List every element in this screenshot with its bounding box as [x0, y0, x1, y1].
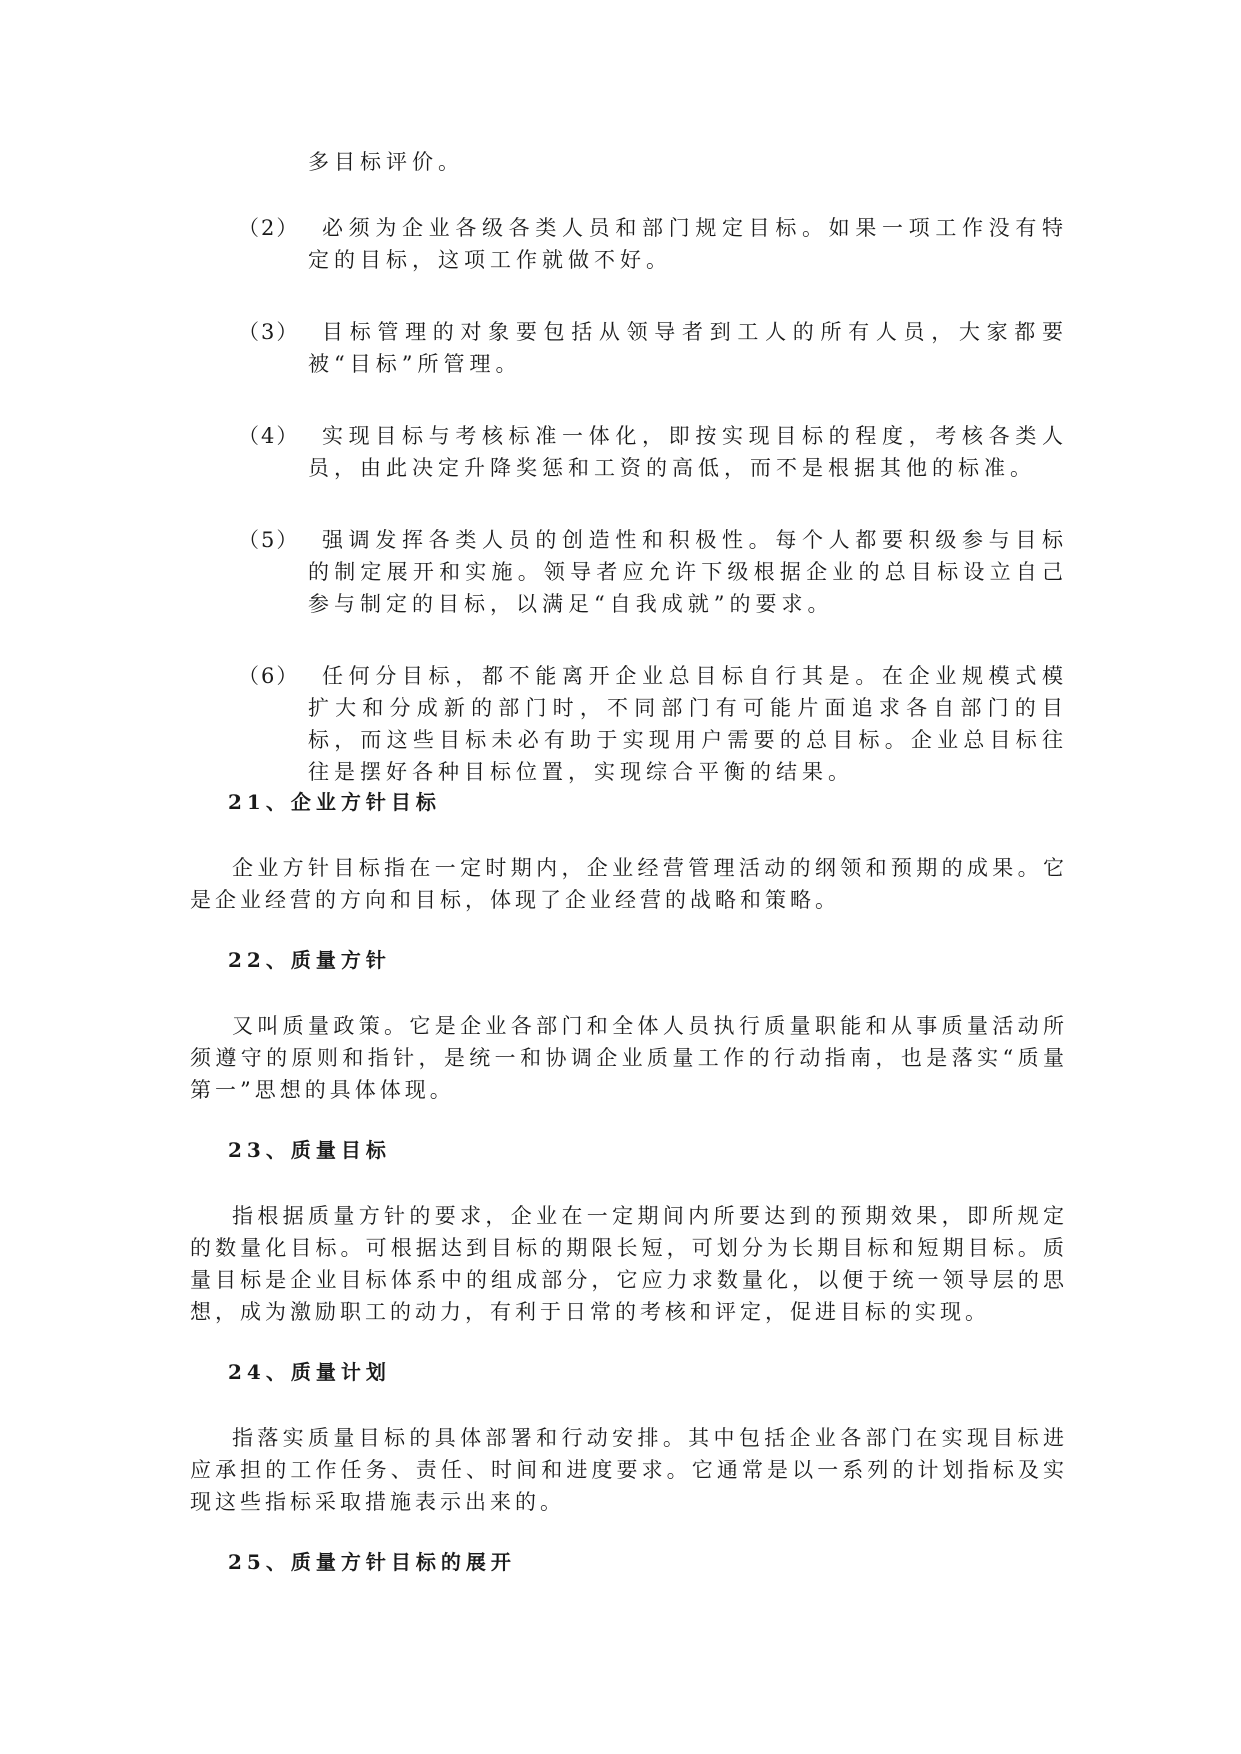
item-text: 实现目标与考核标准一体化，即按实现目标的程度，考核各类人员，由此决定升降奖惩和工资的高低，而不是根据其他的标准。 [308, 424, 1068, 480]
section-body: 指落实质量目标的具体部署和行动安排。其中包括企业各部门在实现目标进应承担的工作任务、责任、时间和进度要求。它通常是以一系列的计划指标及实现这些指标采取措施表示出来的。 [190, 1426, 1068, 1514]
section-25 [190, 1546, 1068, 1578]
item-text: 任何分目标，都不能离开企业总目标自行其是。在企业规模式模扩大和分成新的部门时，不同部门有可能片面追求各自部门的目标，而这些目标未必有助于实现用户需要的总目标。企业总目标往往是摆好各种目标位置，实现综合平衡的结果。 [308, 664, 1068, 784]
list-item [238, 524, 1068, 620]
continuation-text: 多目标评价。 [308, 150, 464, 174]
list-item [238, 212, 1068, 276]
list-item [238, 316, 1068, 380]
item-number: （3） [238, 320, 300, 344]
section-heading: 25、质量方针目标的展开 [228, 1550, 516, 1574]
item-number: （2） [238, 216, 300, 240]
section-body: 指根据质量方针的要求，企业在一定期间内所要达到的预期效果，即所规定的数量化目标。可根据达到目标的期限长短，可划分为长期目标和短期目标。质量目标是企业目标体系中的组成部分，它应力求数量化，以便于统一领导层的思想，成为激励职工的动力，有利于日常的考核和评定，促进目标的实现。 [190, 1204, 1068, 1324]
list-item [238, 660, 1068, 788]
section-heading: 22、质量方针 [228, 948, 391, 972]
item-number: （4） [238, 424, 300, 448]
item-text: 目标管理的对象要包括从领导者到工人的所有人员，大家都要被“目标”所管理。 [308, 320, 1068, 376]
section-heading: 21、企业方针目标 [228, 790, 441, 814]
item-number: （6） [238, 664, 300, 688]
section-22 [190, 944, 1068, 1106]
section-heading: 23、质量目标 [228, 1138, 391, 1162]
section-21 [190, 786, 1068, 916]
section-body: 企业方针目标指在一定时期内，企业经营管理活动的纲领和预期的成果。它是企业经营的方向和目标，体现了企业经营的战略和策略。 [190, 856, 1068, 912]
section-24 [190, 1356, 1068, 1518]
section-23 [190, 1134, 1068, 1328]
section-heading: 24、质量计划 [228, 1360, 391, 1384]
section-body: 又叫质量政策。它是企业各部门和全体人员执行质量职能和从事质量活动所须遵守的原则和指针，是统一和协调企业质量工作的行动指南，也是落实“质量第一”思想的具体体现。 [190, 1014, 1068, 1102]
item-text: 强调发挥各类人员的创造性和积极性。每个人都要积级参与目标的制定展开和实施。领导者应允许下级根据企业的总目标设立自己参与制定的目标，以满足“自我成就”的要求。 [308, 528, 1068, 616]
numbered-list [238, 212, 1068, 828]
item-text: 必须为企业各级各类人员和部门规定目标。如果一项工作没有特定的目标，这项工作就做不好。 [308, 216, 1068, 272]
item-number: （5） [238, 528, 300, 552]
list-item [238, 420, 1068, 484]
